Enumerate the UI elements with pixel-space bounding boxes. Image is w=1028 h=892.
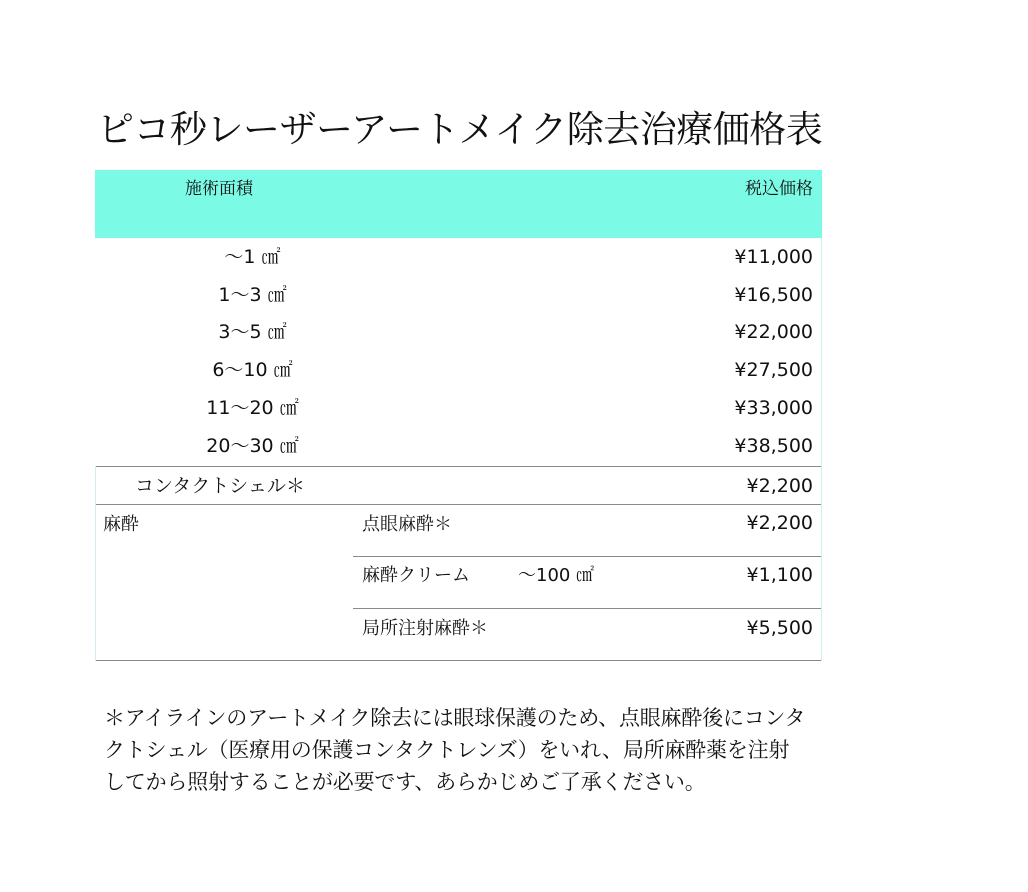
header-area-label: 施術面積 xyxy=(185,179,253,199)
anesthesia-item-name: 点眼麻酔＊ xyxy=(362,514,452,535)
row-divider xyxy=(95,466,822,467)
area-cell: ～1 ㎠ xyxy=(224,246,281,268)
contact-shell-price: ¥2,200 xyxy=(746,475,813,497)
area-cell: 1～3 ㎠ xyxy=(218,284,287,306)
row-divider xyxy=(95,504,822,505)
row-divider xyxy=(353,608,822,609)
page-title: ピコ秒レーザーアートメイク除去治療価格表 xyxy=(97,108,823,151)
anesthesia-item-price: ¥1,100 xyxy=(746,564,813,586)
area-cell: 6～10 ㎠ xyxy=(212,359,293,381)
row-divider xyxy=(353,556,822,557)
header-divider xyxy=(357,238,642,242)
anesthesia-label: 麻酔 xyxy=(103,514,139,535)
price-cell: ¥38,500 xyxy=(734,435,813,457)
table-left-border xyxy=(95,466,96,661)
note-text xyxy=(104,702,864,798)
price-table xyxy=(95,170,822,661)
area-cell: 20～30 ㎠ xyxy=(206,435,299,457)
note-line: してから照射することが必要です、あらかじめご了承ください。 xyxy=(104,770,706,794)
anesthesia-item-name: 局所注射麻酔＊ xyxy=(362,618,488,639)
note-line: クトシェル（医療用の保護コンタクトレンズ）をいれ、局所麻酔薬を注射 xyxy=(104,738,790,762)
contact-shell-label: コンタクトシェル＊ xyxy=(135,475,305,497)
anesthesia-item-price: ¥5,500 xyxy=(746,617,813,639)
anesthesia-item-name: 麻酔クリーム xyxy=(362,565,470,586)
price-cell: ¥16,500 xyxy=(734,284,813,306)
table-header xyxy=(95,170,822,238)
price-cell: ¥27,500 xyxy=(734,359,813,381)
price-cell: ¥11,000 xyxy=(734,246,813,268)
area-cell: 3～5 ㎠ xyxy=(218,321,287,343)
anesthesia-item-note: ～100 ㎠ xyxy=(518,565,595,586)
header-price-label: 税込価格 xyxy=(745,179,813,199)
anesthesia-item-price: ¥2,200 xyxy=(746,512,813,534)
note-line: ＊アイラインのアートメイク除去には眼球保護のため、点眼麻酔後にコンタ xyxy=(104,706,806,730)
price-cell: ¥33,000 xyxy=(734,397,813,419)
table-bottom-border xyxy=(95,660,822,661)
price-cell: ¥22,000 xyxy=(734,321,813,343)
table-right-border xyxy=(821,238,822,661)
area-cell: 11～20 ㎠ xyxy=(206,397,299,419)
